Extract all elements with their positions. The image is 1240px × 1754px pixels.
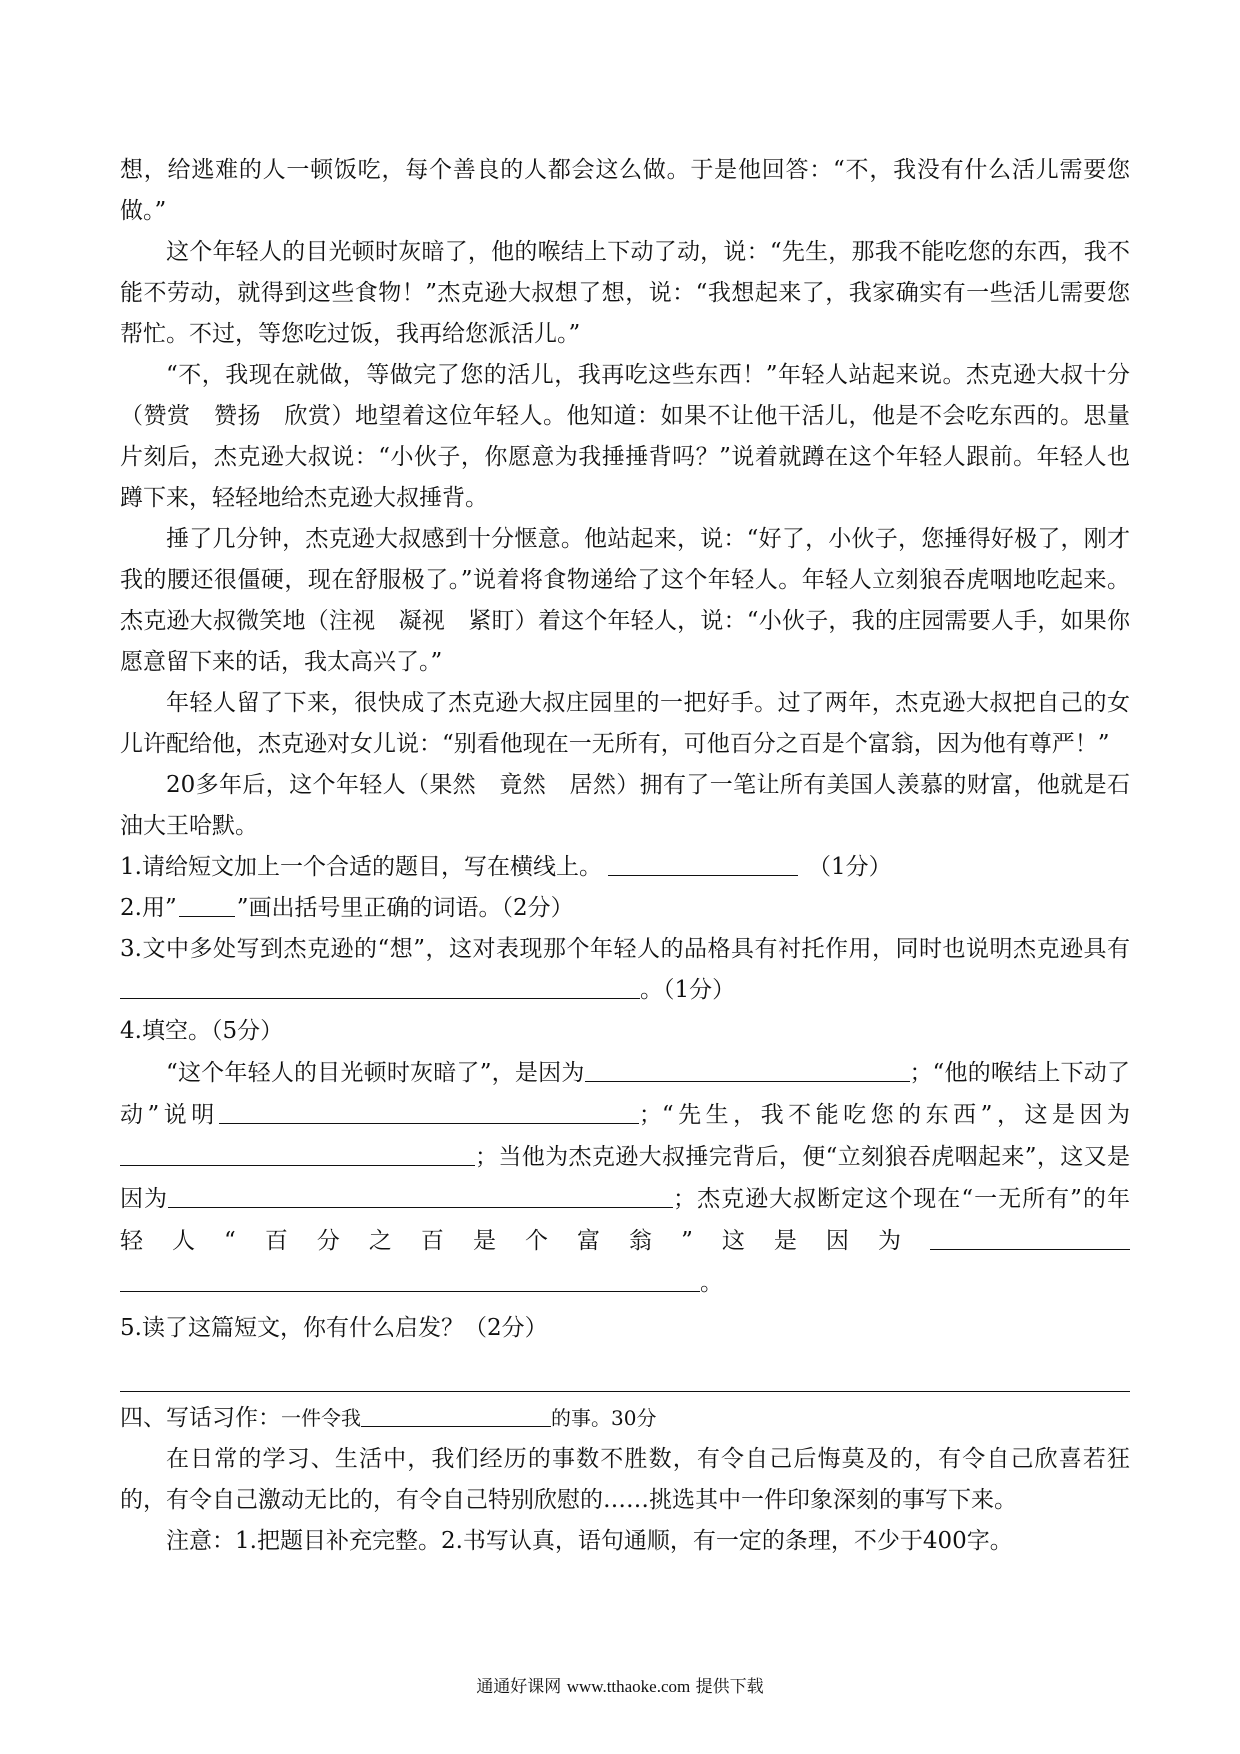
story-paragraph-1: 想，给逃难的人一顿饭吃，每个善良的人都会这么做。于是他回答：“不，我没有什么活儿需要您做。” bbox=[120, 157, 1130, 224]
question-4-body bbox=[120, 1052, 1130, 1304]
writing-prompt-suffix: 的事。30分 bbox=[551, 1406, 657, 1430]
writing-instructions: 在日常的学习、生活中，我们经历的事数不胜数，有令自己后悔莫及的，有令自己欣喜若狂的，有令自己激动无比的，有令自己特别欣慰的……挑选其中一件印象深刻的事写下来。 bbox=[120, 1446, 1130, 1513]
question-4-end: 。 bbox=[700, 1270, 723, 1296]
question-3-end: 。（1分） bbox=[640, 977, 736, 1003]
footer-brand: 通通好课网 bbox=[476, 1677, 562, 1697]
question-3 bbox=[120, 929, 1130, 1011]
question-4-blank-b[interactable] bbox=[219, 1097, 639, 1124]
story-paragraph-6: 20多年后，这个年轻人（果然 竟然 居然）拥有了一笔让所有美国人羡慕的财富，他就是石油大王哈默。 bbox=[120, 772, 1130, 839]
question-2-prefix: 2.用” bbox=[120, 895, 177, 921]
exam-page bbox=[120, 150, 1130, 1562]
question-4-part-b: ；“他的喉结上下动了动”说明 bbox=[120, 1060, 1130, 1128]
question-4-blank-a[interactable] bbox=[585, 1055, 910, 1082]
question-5: 5.读了这篇短文，你有什么启发？（2分） bbox=[120, 1315, 548, 1341]
question-2-suffix: ”画出括号里正确的词语。（2分） bbox=[236, 895, 574, 921]
page-footer bbox=[0, 1672, 1240, 1697]
story-paragraph-2: 这个年轻人的目光顿时灰暗了，他的喉结上下动了动，说：“先生，那我不能吃您的东西，我不能不劳动，就得到这些食物！”杰克逊大叔想了想，说：“我想起来了，我家确实有一些活儿需要您帮忙。不过，等您吃过饭，我再给您派活儿。” bbox=[120, 239, 1130, 347]
question-5-answer-line[interactable] bbox=[120, 1363, 1130, 1392]
story-paragraph-4: 捶了几分钟，杰克逊大叔感到十分惬意。他站起来，说：“好了，小伙子，您捶得好极了，刚才我的腰还很僵硬，现在舒服极了。”说着将食物递给了这个年轻人。年轻人立刻狼吞虎咽地吃起来。杰克逊大叔微笑地（注视 凝视 紧盯）着这个年轻人，说：“小伙子，我的庄园需要人手，如果你愿意留下来的话，我太高兴了。” bbox=[120, 526, 1130, 675]
writing-note: 注意：1.把题目补充完整。2.书写认真，语句通顺，有一定的条理，不少于400字。 bbox=[166, 1528, 1013, 1554]
question-3-blank[interactable] bbox=[120, 972, 640, 999]
question-4-part-d: ；当他为杰克逊大叔捶完背后，便“立刻狼吞虎咽起来”，这又是因为 bbox=[120, 1144, 1130, 1212]
question-4-title: 4.填空。（5分） bbox=[120, 1018, 284, 1044]
question-1-text: 1.请给短文加上一个合适的题目，写在横线上。 bbox=[120, 854, 602, 880]
footer-suffix: 提供下载 bbox=[695, 1677, 764, 1697]
question-1-blank[interactable] bbox=[608, 849, 798, 876]
writing-heading: 四、写话习作： bbox=[120, 1405, 281, 1431]
question-3-text: 3.文中多处写到杰克逊的“想”，这对表现那个年轻人的品格具有衬托作用，同时也说明杰克逊具有 bbox=[120, 936, 1130, 962]
question-4-part-a: “这个年轻人的目光顿时灰暗了”，是因为 bbox=[166, 1060, 585, 1086]
question-4-blank-c[interactable] bbox=[120, 1139, 475, 1166]
story-paragraph-3: “不，我现在就做，等做完了您的活儿，我再吃这些东西！”年轻人站起来说。杰克逊大叔十分（赞赏 赞扬 欣赏）地望着这位年轻人。他知道：如果不让他干活儿，他是不会吃东西的。思量片刻后，杰克逊大叔说：“小伙子，你愿意为我捶捶背吗？”说着就蹲在这个年轻人跟前。年轻人也蹲下来，轻轻地给杰克逊大叔捶背。 bbox=[120, 362, 1130, 511]
question-4-blank-d[interactable] bbox=[168, 1181, 673, 1208]
question-2-underline-sample bbox=[179, 890, 235, 917]
writing-prompt-prefix: 一件令我 bbox=[281, 1406, 361, 1430]
story-paragraph-5: 年轻人留了下来，很快成了杰克逊大叔庄园里的一把好手。过了两年，杰克逊大叔把自己的女儿许配给他，杰克逊对女儿说：“别看他现在一无所有，可他百分之百是个富翁，因为他有尊严！” bbox=[120, 690, 1130, 757]
question-4-blank-f[interactable] bbox=[120, 1265, 700, 1292]
question-1-score: （1分） bbox=[807, 854, 892, 880]
writing-prompt bbox=[120, 1398, 1130, 1439]
question-4-part-c: ；“先生，我不能吃您的东西”，这是因为 bbox=[638, 1102, 1130, 1128]
question-4-blank-e[interactable] bbox=[930, 1223, 1130, 1250]
question-2 bbox=[120, 888, 1130, 929]
question-4-part-e: ；杰克逊大叔断定这个现在“一无所有”的年轻人“百分之百是个富翁”这是因为 bbox=[120, 1186, 1130, 1254]
question-1 bbox=[120, 847, 1130, 888]
writing-title-blank[interactable] bbox=[361, 1400, 551, 1427]
footer-site-link[interactable]: www.tthaoke.com bbox=[566, 1677, 691, 1696]
